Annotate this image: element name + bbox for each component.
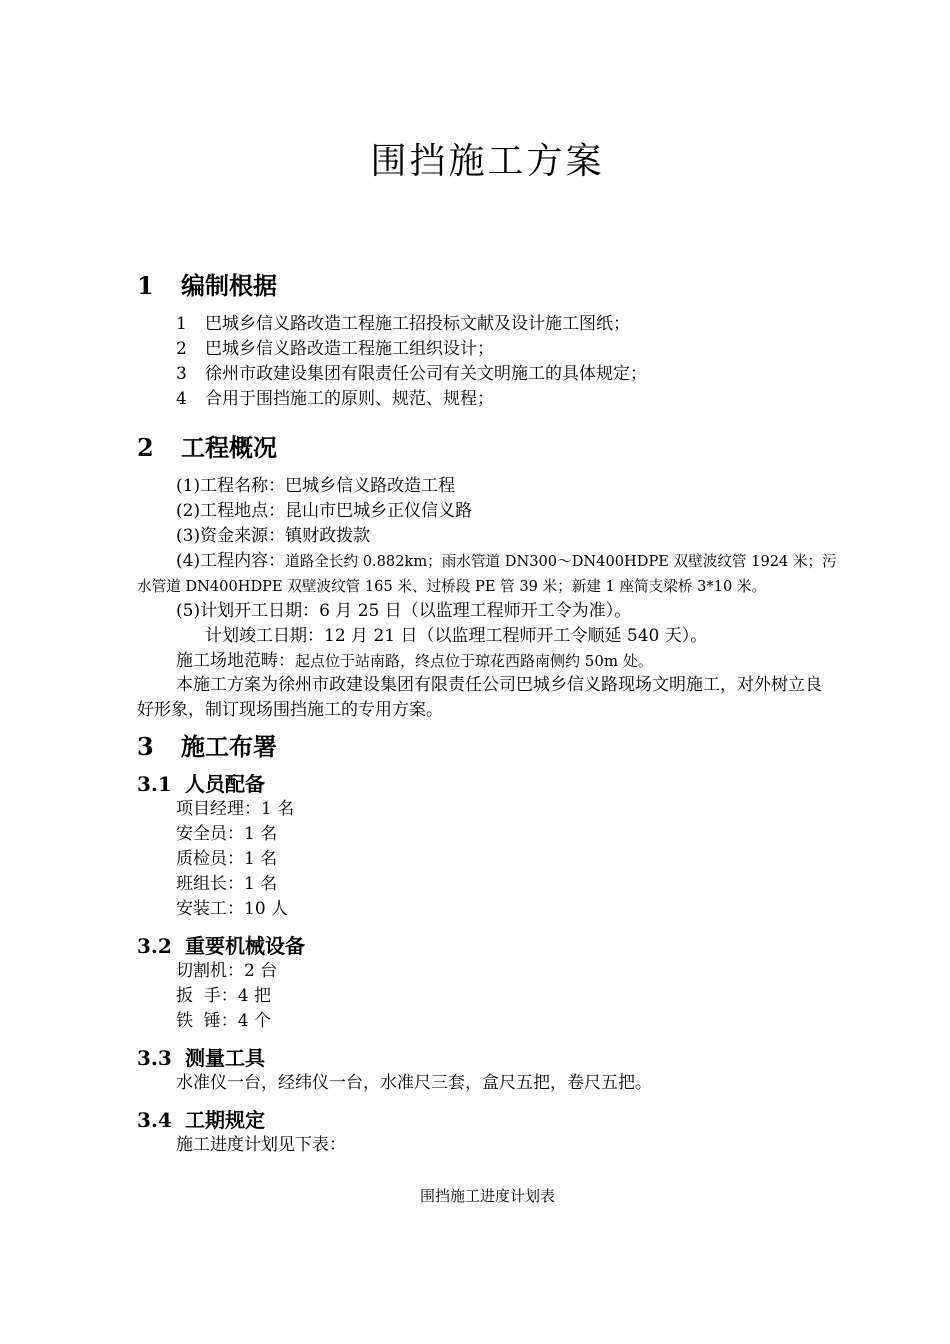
project-name: (1)工程名称：巴城乡信义路改造工程 — [176, 476, 456, 496]
planned-completion-date: 计划竣工日期：12 月 21 日（以监理工程师开工令顺延 540 天）。 — [205, 626, 708, 646]
project-content: (4)工程内容：道路全长约 0.882km；雨水管道 DN300～DN400HDPE 双壁波纹管 1924 米；污水管道 DN400HDPE 双壁波纹管 165 米、过桥段 PE 管 39 米；新建 1 座简支梁桥 3*10 米。 — [137, 551, 837, 595]
funding-source: (3)资金来源：镇财政拨款 — [176, 526, 371, 546]
subsection-3-2-heading: 3.2 重要机械设备 — [137, 934, 305, 958]
staff-line: 安装工：10 人 — [176, 899, 289, 919]
measuring-tools-line: 水准仪一台，经纬仪一台，水准尺三套，盒尺五把，卷尺五把。 — [176, 1073, 652, 1093]
list-item: 1 巴城乡信义路改造工程施工招投标文献及设计施工图纸； — [176, 314, 630, 334]
section-number: 2 — [137, 433, 154, 462]
schedule-intro-line: 施工进度计划见下表： — [176, 1135, 346, 1155]
plan-purpose-paragraph: 本施工方案为徐州市政建设集团有限责任公司巴城乡信义路现场文明施工，对外树立良好形象，制订现场围挡施工的专用方案。 — [137, 675, 822, 720]
subsection-3-1-heading: 3.1 人员配备 — [137, 772, 265, 796]
section-3-heading — [137, 731, 277, 763]
equipment-line: 切割机：2 台 — [176, 961, 278, 981]
staff-line: 班组长：1 名 — [176, 874, 278, 894]
section-title: 工程概况 — [181, 433, 277, 462]
subsection-3-3-heading: 3.3 测量工具 — [137, 1046, 265, 1070]
planned-start-date: (5)计划开工日期：6 月 25 日（以监理工程师开工令为准）。 — [176, 601, 632, 621]
table-caption: 围挡施工进度计划表 — [419, 1187, 555, 1205]
equipment-line: 扳 手：4 把 — [176, 986, 272, 1006]
list-item: 2 巴城乡信义路改造工程施工组织设计； — [176, 339, 494, 359]
subsection-3-4-heading: 3.4 工期规定 — [137, 1108, 265, 1132]
site-scope: 施工场地范畴：起点位于站南路，终点位于琼花西路南侧约 50m 处。 — [176, 651, 653, 671]
staff-line: 质检员：1 名 — [176, 849, 278, 869]
list-item: 4 合用于围挡施工的原则、规范、规程； — [176, 389, 494, 409]
project-location: (2)工程地点：昆山市巴城乡正仪信义路 — [176, 501, 473, 521]
section-number: 1 — [137, 271, 154, 300]
staff-line: 项目经理：1 名 — [176, 799, 295, 819]
section-1-heading — [137, 270, 277, 302]
section-number: 3 — [137, 732, 154, 761]
section-2-heading — [137, 432, 277, 464]
section-title: 编制根据 — [181, 271, 277, 300]
list-item: 3 徐州市政建设集团有限责任公司有关文明施工的具体规定； — [176, 364, 647, 384]
equipment-line: 铁 锤：4 个 — [176, 1011, 272, 1031]
document-title: 围挡施工方案 — [370, 141, 605, 182]
section-title: 施工布署 — [181, 732, 277, 761]
staff-line: 安全员：1 名 — [176, 824, 278, 844]
